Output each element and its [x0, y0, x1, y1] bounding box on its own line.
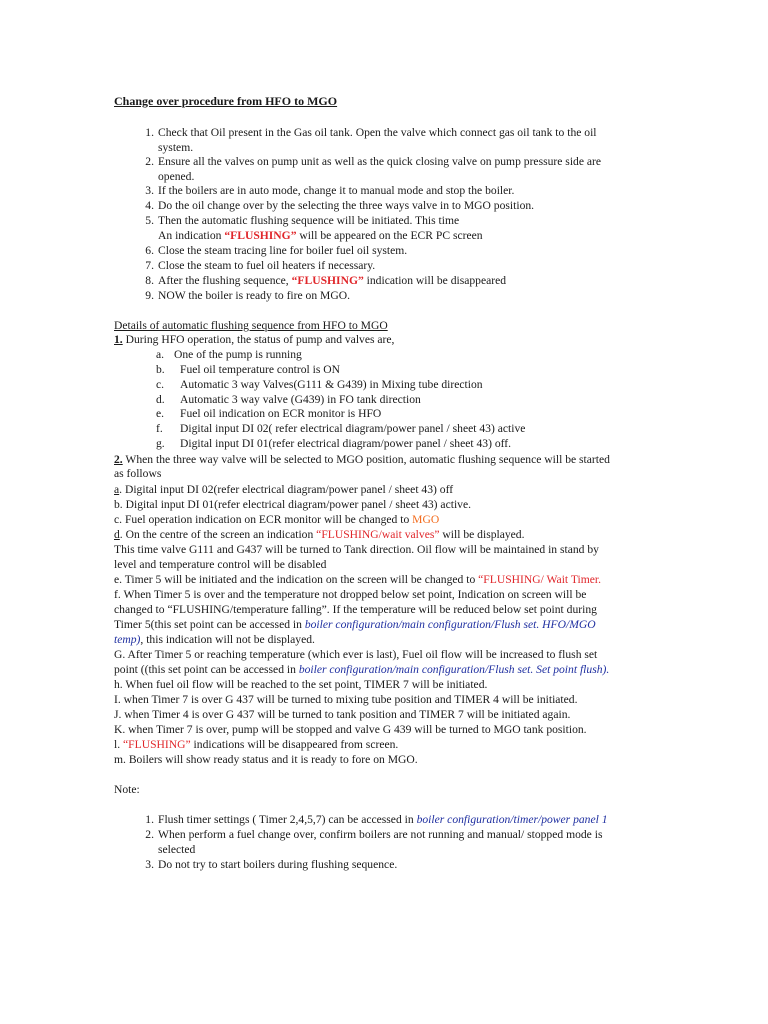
item-b: b. Digital input DI 01(refer electrical diagram/power panel / sheet 43) active.	[114, 498, 472, 511]
details-paragraph-1	[114, 332, 394, 347]
item-text: point ((this set point can be accessed in	[114, 663, 299, 676]
step-text: After the flushing sequence,	[158, 274, 292, 287]
item-e	[114, 572, 601, 587]
status-text: Fuel oil temperature control is ON	[180, 363, 341, 376]
item-f	[114, 617, 596, 632]
status-key: b.	[156, 363, 165, 376]
paragraph-text: as follows	[114, 467, 162, 480]
mgo-indicator: MGO	[412, 513, 440, 526]
step-number: 7.	[145, 259, 154, 272]
note-text-line	[158, 812, 608, 827]
step-text: Close the steam tracing line for boiler fuel oil system.	[158, 244, 408, 257]
note-text: Do not try to start boilers during flushing sequence.	[158, 858, 398, 871]
step-text: Then the automatic flushing sequence will be initiated. This time	[158, 214, 460, 227]
step-text-line	[158, 273, 506, 288]
item-l	[114, 737, 398, 752]
item-key: d	[114, 528, 120, 541]
step-text: Do the oil change over by the selecting the three ways valve in to MGO position.	[158, 199, 535, 212]
step-text: NOW the boiler is ready to fire on MGO.	[158, 289, 351, 302]
step-text-line	[158, 228, 483, 243]
item-k: K. when Timer 7 is over, pump will be stopped and valve G 439 will be turned to MGO tank position.	[114, 723, 587, 736]
item-g: G. After Timer 5 or reaching temperature (which ever is last), Fuel oil flow will be increased to flush set	[114, 648, 598, 661]
config-path-link[interactable]: temp)	[114, 633, 141, 646]
status-key: d.	[156, 393, 165, 406]
paragraph-number: 1.	[114, 333, 123, 346]
note-text: selected	[158, 843, 196, 856]
status-key: f.	[156, 422, 163, 435]
note-text: When perform a fuel change over, confirm boilers are not running and manual/ stopped mode is	[158, 828, 603, 841]
status-text: Automatic 3 way Valves(G111 & G439) in Mixing tube direction	[180, 378, 483, 391]
note-number: 2.	[145, 828, 154, 841]
status-key: c.	[156, 378, 165, 391]
item-j: J. when Timer 4 is over G 437 will be turned to tank position and TIMER 7 will be initiated again.	[114, 708, 571, 721]
valve-text: level and temperature control will be disabled	[114, 558, 327, 571]
item-i: I. when Timer 7 is over G 437 will be turned to mixing tube position and TIMER 4 will be initiated.	[114, 693, 578, 706]
status-text: Fuel oil indication on ECR monitor is HFO	[180, 407, 382, 420]
step-text: opened.	[158, 170, 195, 183]
flushing-wait-timer-flag: “FLUSHING/ Wait Timer.	[478, 573, 602, 586]
step-number: 5.	[145, 214, 154, 227]
status-key: g.	[156, 437, 165, 450]
item-text: e. Timer 5 will be initiated and the indication on the screen will be changed to	[114, 573, 479, 586]
item-h: h. When fuel oil flow will be reached to the set point, TIMER 7 will be initiated.	[114, 678, 488, 691]
step-text: indication will be disappeared	[363, 274, 507, 287]
item-m: m. Boilers will show ready status and it is ready to fore on MGO.	[114, 753, 418, 766]
item-c	[114, 512, 439, 527]
item-text: Timer 5(this set point can be accessed in	[114, 618, 305, 631]
status-key: a.	[156, 348, 165, 361]
step-number: 8.	[145, 274, 154, 287]
step-text: Ensure all the valves on pump unit as well as the quick closing valve on pump pressure side are	[158, 155, 602, 168]
step-text: system.	[158, 141, 194, 154]
paragraph-number: 2.	[114, 453, 123, 466]
step-text: will be appeared on the ECR PC screen	[296, 229, 483, 242]
config-path-link[interactable]: boiler configuration/main configuration/Flush set. HFO/MGO	[304, 618, 596, 631]
note-text: Flush timer settings ( Timer 2,4,5,7) can be accessed in	[158, 813, 417, 826]
item-d	[114, 527, 525, 542]
item-a	[114, 482, 453, 497]
details-paragraph-2	[114, 452, 610, 467]
flushing-wait-valves-flag: “FLUSHING/wait valves”	[316, 528, 440, 541]
note-label: Note:	[114, 783, 140, 796]
step-text: If the boilers are in auto mode, change it to manual mode and stop the boiler.	[158, 184, 515, 197]
config-path-link[interactable]: boiler configuration/timer/power panel 1	[416, 813, 608, 826]
item-text: . On the centre of the screen an indication	[119, 528, 317, 541]
flushing-flag: “FLUSHING”	[291, 274, 364, 287]
paragraph-text: During HFO operation, the status of pump and valves are,	[122, 333, 395, 346]
step-number: 2.	[145, 155, 154, 168]
item-f: f. When Timer 5 is over and the temperature not dropped below set point, Indication on screen will be	[114, 588, 587, 601]
item-key: a	[114, 483, 120, 496]
item-f: changed to “FLUSHING/temperature falling”. If the temperature will be reduced below set point during	[114, 603, 597, 616]
item-g	[114, 662, 609, 677]
config-path-link[interactable]: boiler configuration/main configuration/Flush set. Set point flush).	[298, 663, 610, 676]
item-text: will be displayed.	[439, 528, 525, 541]
step-text: Check that Oil present in the Gas oil tank. Open the valve which connect gas oil tank to the oil	[158, 126, 597, 139]
note-number: 1.	[145, 813, 154, 826]
step-number: 1.	[145, 126, 154, 139]
item-key: l.	[114, 738, 124, 751]
step-number: 6.	[145, 244, 154, 257]
item-text: . Digital input DI 02(refer electrical diagram/power panel / sheet 43) off	[119, 483, 454, 496]
status-text: Automatic 3 way valve (G439) in FO tank direction	[180, 393, 421, 406]
flushing-flag: “FLUSHING”	[224, 229, 297, 242]
valve-text: This time valve G111 and G437 will be turned to Tank direction. Oil flow will be maintained in stand by	[114, 543, 599, 556]
step-text: Close the steam to fuel oil heaters if necessary.	[158, 259, 376, 272]
item-text: , this indication will not be displayed.	[140, 633, 315, 646]
status-text: One of the pump is running	[174, 348, 302, 361]
item-f	[114, 632, 315, 647]
page-title: Change over procedure from HFO to MGO	[114, 94, 338, 108]
step-number: 3.	[145, 184, 154, 197]
status-text: Digital input DI 02( refer electrical diagram/power panel / sheet 43) active	[180, 422, 526, 435]
note-number: 3.	[145, 858, 154, 871]
item-text: c. Fuel operation indication on ECR monitor will be changed to	[114, 513, 413, 526]
item-text: indications will be disappeared from screen.	[190, 738, 399, 751]
step-text: An indication	[158, 229, 225, 242]
flushing-flag: “FLUSHING”	[123, 738, 191, 751]
status-text: Digital input DI 01(refer electrical diagram/power panel / sheet 43) off.	[180, 437, 512, 450]
status-key: e.	[156, 407, 165, 420]
details-heading: Details of automatic flushing sequence from HFO to MGO	[114, 319, 388, 332]
step-number: 9.	[145, 289, 154, 302]
paragraph-text: When the three way valve will be selected to MGO position, automatic flushing sequence will be started	[122, 453, 610, 466]
step-number: 4.	[145, 199, 154, 212]
